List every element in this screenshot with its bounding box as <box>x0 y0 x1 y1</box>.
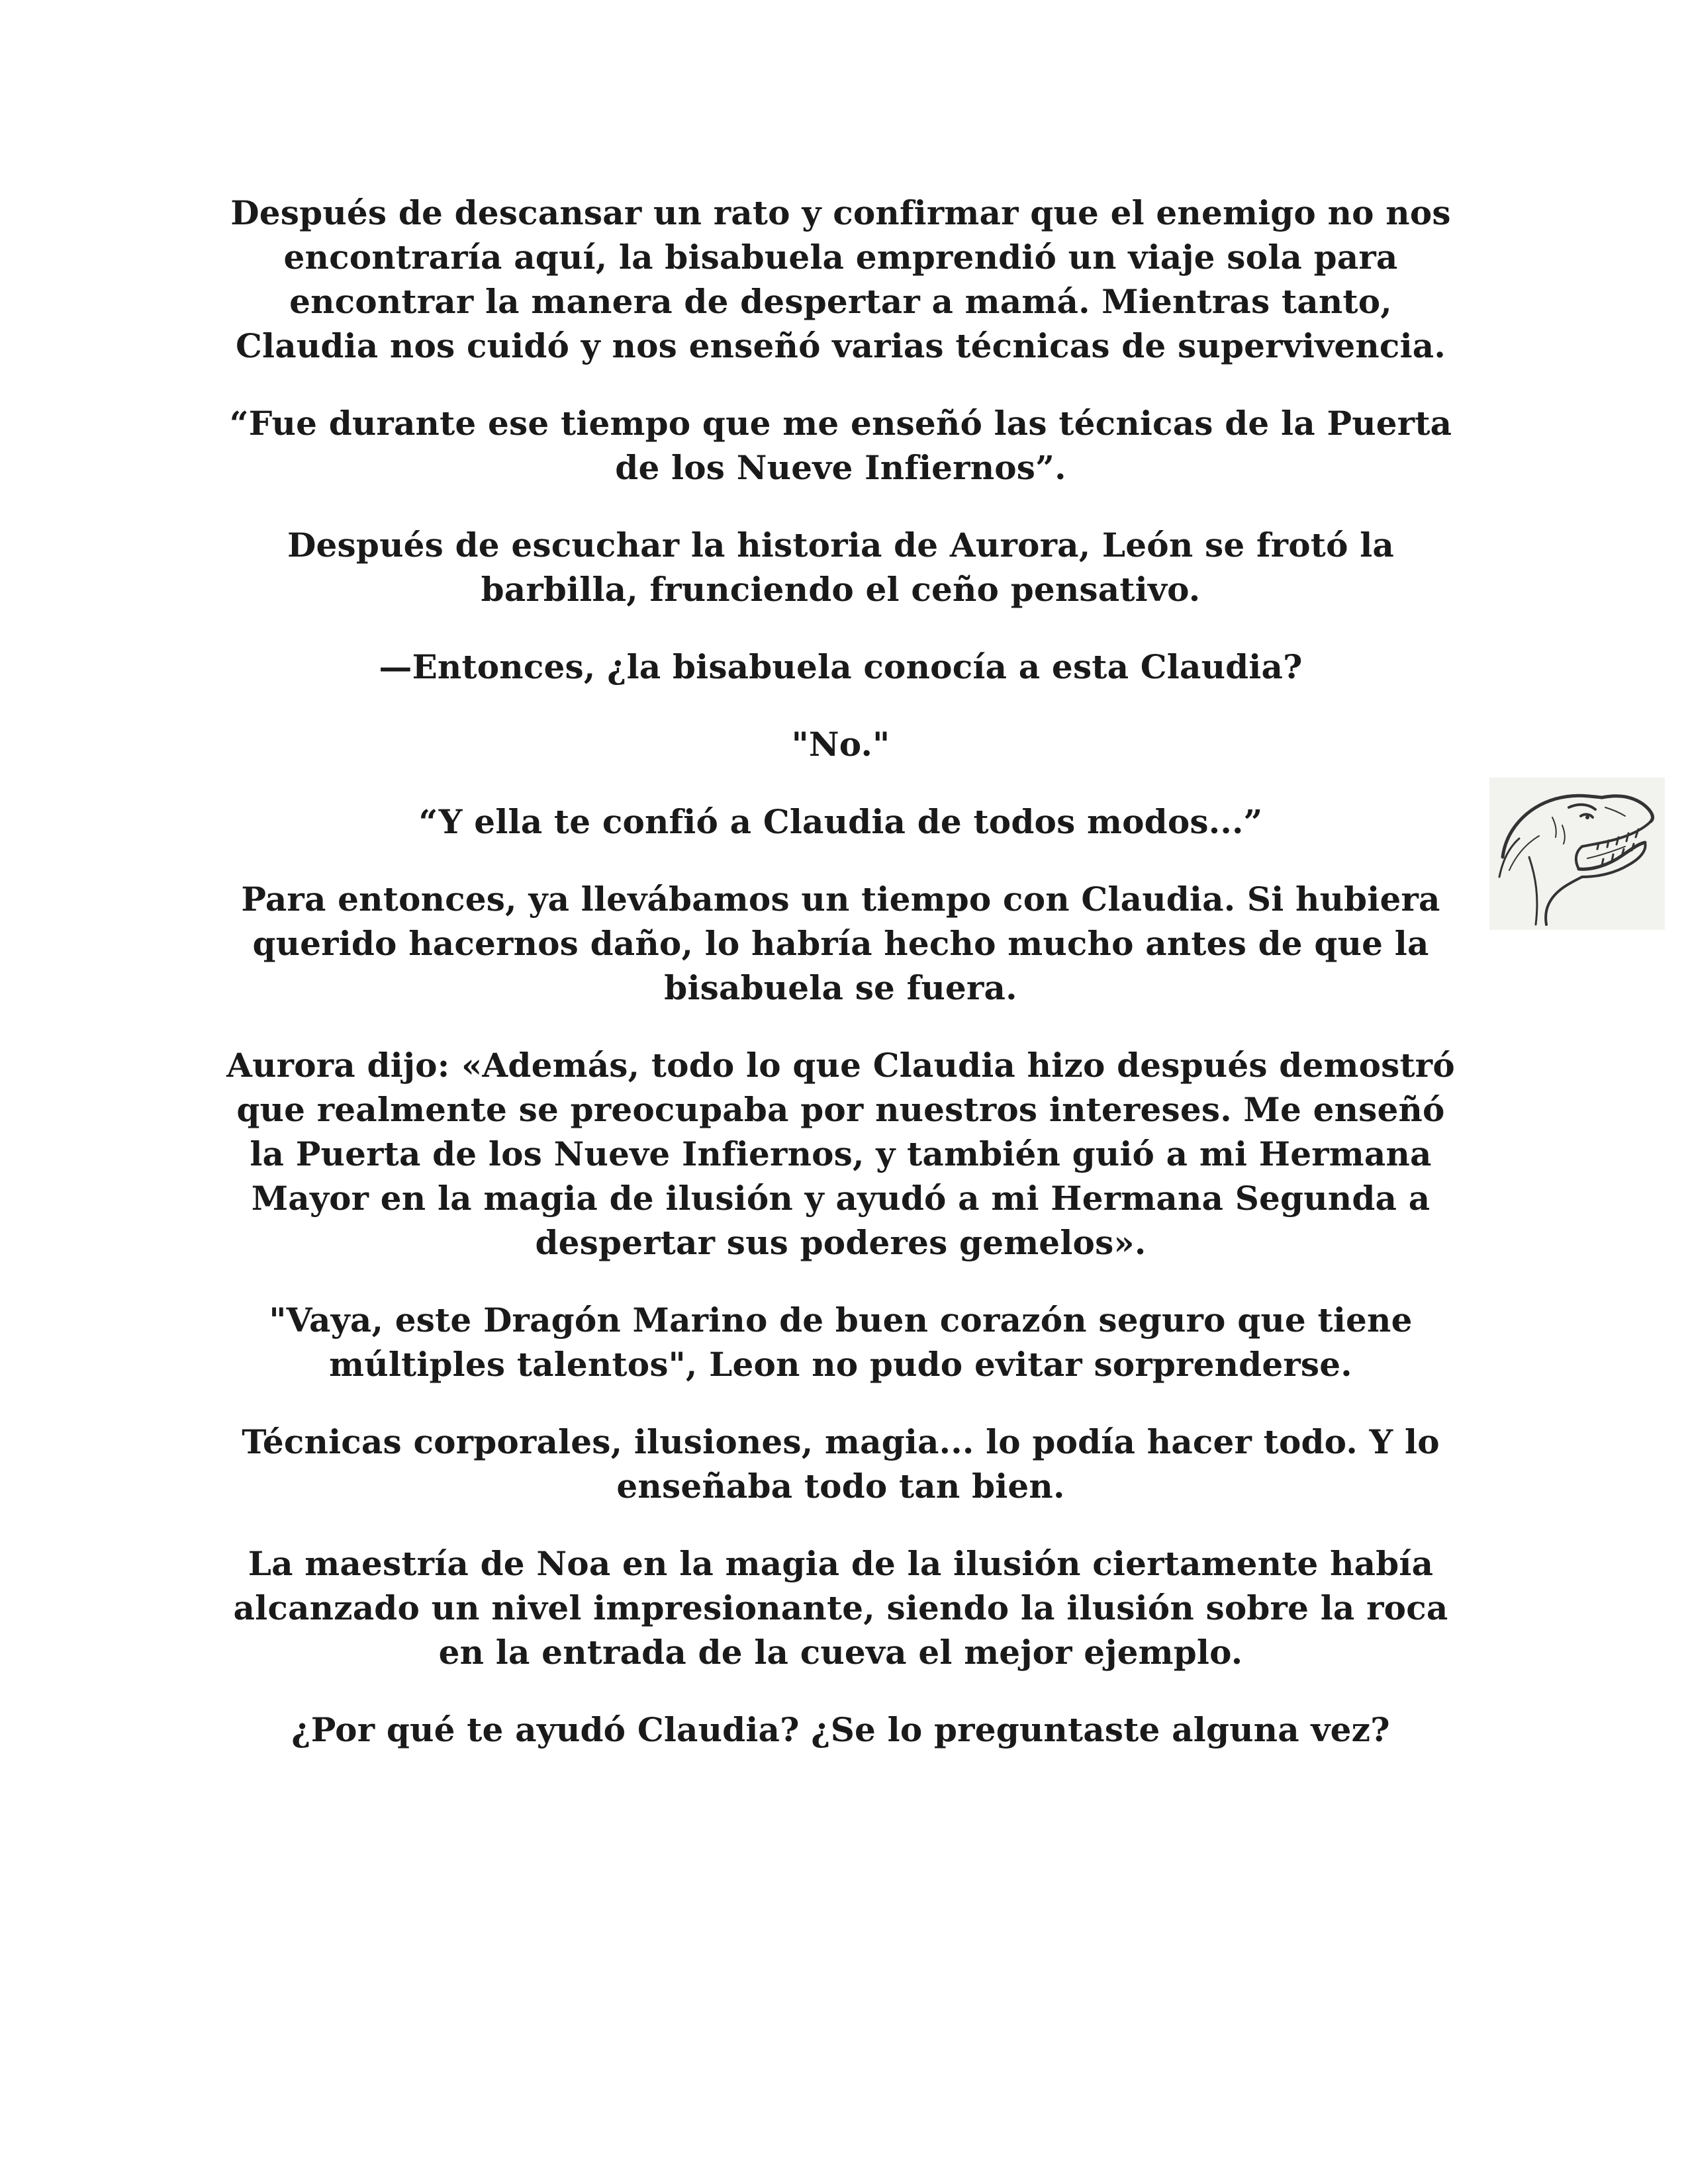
dinosaur-head-sketch-icon <box>1489 778 1665 930</box>
body-text <box>218 191 1463 1785</box>
paragraph-6: “Y ella te confió a Claudia de todos modos...” <box>418 802 1263 841</box>
paragraph-8: Aurora dijo: «Además, todo lo que Claudia hizo después demostró que realmente se preocupaba por nuestros intereses. Me enseñó la Puerta de los Nueve Infiernos, y también guió a mi Hermana Mayor en la magia de ilusión y ayudó a mi Hermana Segunda a despertar sus poderes gemelos». <box>226 1046 1455 1262</box>
paragraph-7: Para entonces, ya llevábamos un tiempo con Claudia. Si hubiera querido hacernos daño, lo habría hecho mucho antes de que la bisabuela se fuera. <box>241 880 1440 1007</box>
paragraph-10: Técnicas corporales, ilusiones, magia... lo podía hacer todo. Y lo enseñaba todo tan bien. <box>242 1422 1440 1506</box>
paragraph-1: Después de descansar un rato y confirmar que el enemigo no nos encontraría aquí, la bisabuela emprendió un viaje sola para encontrar la manera de despertar a mamá. Mientras tanto, Claudia nos cuidó y nos enseñó varias técnicas de supervivencia. <box>230 193 1451 365</box>
paragraph-5: "No." <box>791 725 890 764</box>
paragraph-9: "Vaya, este Dragón Marino de buen corazón seguro que tiene múltiples talentos", Leon no pudo evitar sorprenderse. <box>269 1300 1413 1384</box>
paragraph-11: La maestría de Noa en la magia de la ilusión ciertamente había alcanzado un nivel impresionante, siendo la ilusión sobre la roca en la entrada de la cueva el mejor ejemplo. <box>233 1544 1448 1672</box>
paragraph-4: —Entonces, ¿la bisabuela conocía a esta Claudia? <box>379 647 1303 686</box>
paragraph-3: Después de escuchar la historia de Aurora, León se frotó la barbilla, frunciendo el ceño pensativo. <box>287 525 1395 609</box>
paragraph-2: “Fue durante ese tiempo que me enseñó las técnicas de la Puerta de los Nueve Infiernos”. <box>229 404 1452 487</box>
paragraph-12: ¿Por qué te ayudó Claudia? ¿Se lo preguntaste alguna vez? <box>291 1710 1390 1749</box>
